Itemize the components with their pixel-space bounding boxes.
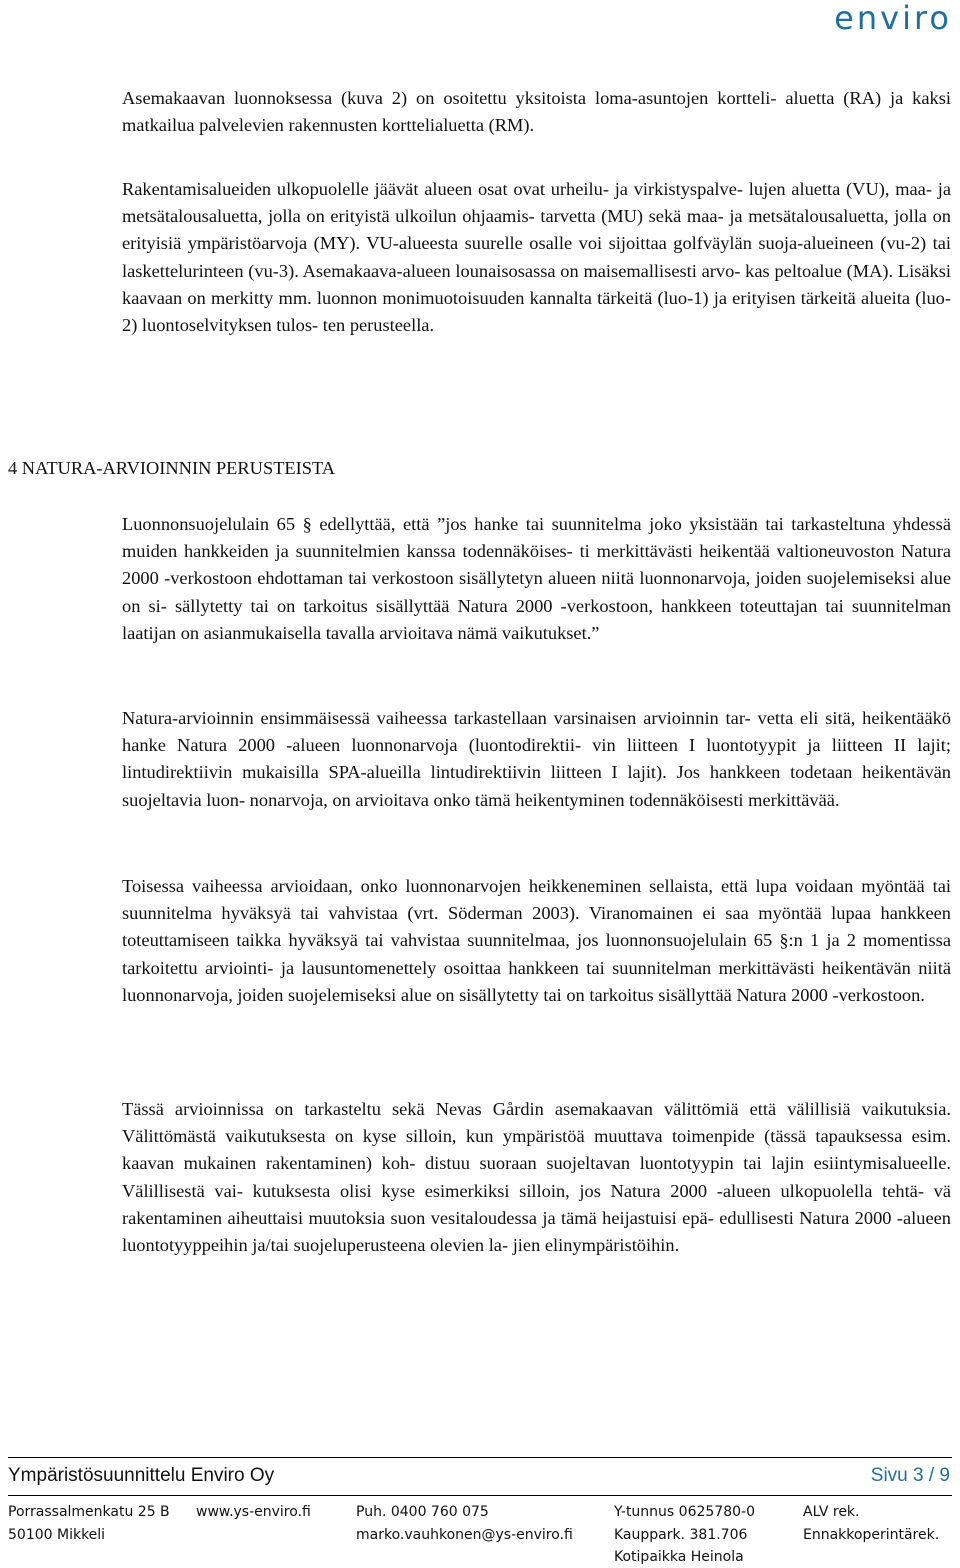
footer-domicile: Kotipaikka Heinola xyxy=(614,1549,744,1565)
footer-email[interactable]: marko.vauhkonen@ys-enviro.fi xyxy=(356,1527,573,1543)
footer-business-id: Y-tunnus 0625780-0 xyxy=(614,1504,755,1520)
paragraph-6: Tässä arvioinnissa on tarkasteltu sekä Nevas Gårdin asemakaavan välittömiä että välillisiä vaikutuksia. Välittömästä vaikutuksesta on kyse silloin, kun ympäristöä muuttava toimenpide (tässä tapauksessa esim. kaavan mukainen rakentaminen) koh- distuu suoraan suojeltavan luontotyypin tai lajin esiintymisalueelle. Välillisestä vai- kutuksesta olisi kyse esimerkiksi silloin, jos Natura 2000 -alueen ulkopuolella tehtä- vä rakentaminen aiheuttaisi muutoksia suon vesitaloudessa ja tämä heijastuisi epä- edullisesti Natura 2000 -alueen luontotyyppeihin ja/tai suojeluperusteena olevien la- jien elinympäristöihin. xyxy=(122,1099,951,1256)
footer-page-number: Sivu 3 / 9 xyxy=(870,1465,950,1486)
footer-prepayment: Ennakkoperintärek. xyxy=(803,1527,940,1543)
paragraph-3: Luonnonsuojelulain 65 § edellyttää, että ”jos hanke tai suunnitelma joko yksistään tai tarkasteltuna yhdessä muiden hankkeiden ja suunnitelmien kanssa todennäköises- ti merkittävästi heikentää valtioneuvoston Natura 2000 -verkostoon ehdottaman tai verkostoon sisällytetyn alueen niitä luonnonarvoja, joiden suojelemiseksi alue on si- sällytetty tai on tarkoitus sisällyttää Natura 2000 -verkostoon, hankkeen toteuttajan tai suunnitelman laatijan on asianmukaisella tavalla arvioitava nämä vaikutukset.” xyxy=(122,514,951,643)
footer-company: Ympäristösuunnittelu Enviro Oy xyxy=(8,1465,275,1486)
footer-divider-bottom xyxy=(8,1495,952,1496)
paragraph-5: Toisessa vaiheessa arvioidaan, onko luonnonarvojen heikkeneminen sellaista, että lupa voidaan myöntää tai suunnitelma hyväksyä tai vahvistaa (vrt. Söderman 2003). Viranomainen ei saa myöntää lupaa hankkeen toteuttamiseen taikka hyväksyä tai vahvistaa suunnitelmaa, jos luonnonsuojelulain 65 §:n 1 ja 2 momentissa tarkoitettu arviointi- ja lausuntomenettely osoittaa hankkeen tai suunnitelman merkittävästi heikentävän niitä luonnonarvoja, joiden suojelemiseksi alue on sisällytetty tai on tarkoitus sisällyttää Natura 2000 -verkostoon. xyxy=(122,876,951,1005)
footer-city: 50100 Mikkeli xyxy=(8,1527,106,1543)
enviro-logo xyxy=(834,0,952,37)
footer-website[interactable]: www.ys-enviro.fi xyxy=(196,1504,311,1520)
paragraph-4: Natura-arvioinnin ensimmäisessä vaiheessa tarkastellaan varsinaisen arvioinnin tar- vetta eli sitä, heikentääkö hanke Natura 2000 -alueen luonnonarvoja (luontodirektii- vin liitteen I luontotyypit ja liitteen II lajit; lintudirektiivin mukaisilla SPA-alueilla lintudirektiivin liitteen I lajit). Jos hankkeen todetaan heikentävän suojeltavia luon- nonarvoja, on arvioitava onko tämä heikentyminen todennäköisesti merkittävää. xyxy=(122,708,951,810)
paragraph-1: Asemakaavan luonnoksessa (kuva 2) on osoitettu yksitoista loma-asuntojen kortteli- aluetta (RA) ja kaksi matkailua palvelevien rakennusten korttelialuetta (RM). xyxy=(122,88,951,136)
section-heading: 4 NATURA-ARVIOINNIN PERUSTEISTA xyxy=(8,458,336,478)
paragraph-2: Rakentamisalueiden ulkopuolelle jäävät alueen osat ovat urheilu- ja virkistyspalve- lujen aluetta (VU), maa- ja metsätalousaluetta, jolla on erityistä ulkoilun ohjaamis- tarvetta (MU) sekä maa- ja metsätalousaluetta, jolla on erityisiä ympäristöarvoja (MY). VU-alueesta suurelle osalle voi sijoittaa golfväylän suoja-alueineen (vu-2) tai laskettelurinteen (vu-3). Asemakaava-alueen lounaisosassa on maisemallisesti arvo- kas peltoalue (MA). Lisäksi kaavaan on merkitty mm. luonnon monimuotoisuuden kannalta tärkeitä (luo-1) ja erityisen tärkeitä alueita (luo-2) luontoselvityksen tulos- ten perusteella. xyxy=(122,179,951,336)
logo-text: enviro xyxy=(834,0,952,37)
footer-vat: ALV rek. xyxy=(803,1504,860,1520)
footer-trade-register: Kauppark. 381.706 xyxy=(614,1527,748,1543)
footer-divider-top xyxy=(8,1457,952,1458)
footer-phone: Puh. 0400 760 075 xyxy=(356,1504,489,1520)
footer-address: Porrassalmenkatu 25 B xyxy=(8,1504,170,1520)
